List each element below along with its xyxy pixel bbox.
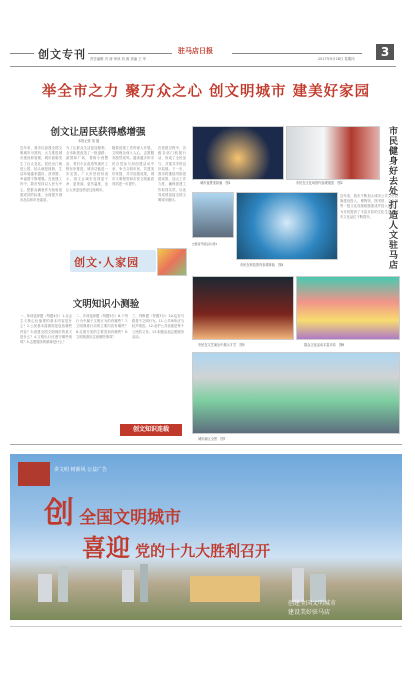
photo-7-caption [198, 436, 226, 441]
article-byline: 本报记者 刘 磊 [78, 139, 100, 143]
ad-skyline [10, 562, 402, 602]
photo-city-aerial [192, 352, 400, 434]
building [190, 576, 260, 602]
photo-2-tag: 图2 [337, 181, 343, 185]
photo-volunteers [192, 192, 234, 238]
header-sub-left: 责任编辑 冯 涛 审读 刘 源 美编 王 军 [90, 57, 147, 61]
chuangwen-label [70, 250, 156, 272]
ad-stamp [18, 462, 50, 486]
photo-3-caption-text: 志愿者开展活动 [192, 242, 212, 246]
header-rule-left [10, 53, 34, 54]
photo-science-museum [236, 192, 338, 260]
photo-exhibition [286, 126, 380, 180]
photo-2-caption-text: 市民在文化场馆内参观展览 [296, 181, 335, 185]
quiz-col-2: 二、多项选择题（每题5分）6.下列行为中属于文明行为的有哪些？7.文明餐桌行动的主要内容有哪些？8.垃圾分类的主要类别有哪些？9.文明旅游应注意哪些事项？ [76, 314, 128, 339]
quiz-col-1: 一、单项选择题（每题4分）1.社会主义核心价值观的基本内容是什么？2.公民基本道德规范包括哪些内容？3.创建全国文明城市的意义是什么？4.文明出行应遵守哪些规则？5.志愿服务的精神是什么？ [20, 314, 72, 345]
page-header [0, 44, 415, 64]
ad-line-2-rest: 党的十九大胜利召开 [135, 542, 271, 560]
ad-banner [10, 454, 402, 620]
photo-5-tag: 图5 [239, 343, 245, 347]
photo-3-caption [192, 242, 217, 246]
flower-photo [157, 248, 187, 276]
article-title: 创文让居民获得感增强 [50, 127, 146, 138]
building [292, 568, 304, 602]
header-divider [10, 66, 396, 67]
building [58, 566, 68, 602]
building [122, 570, 134, 602]
photo-4-caption [240, 262, 283, 267]
ad-line-1 [44, 488, 181, 532]
ad-bottom-text-2: 建设美好驻马店 [288, 609, 331, 616]
footer-rule [10, 626, 402, 627]
vertical-title: 市民健身好去处 打造人文驻马店 [387, 126, 397, 271]
photo-5-caption-text: 市民在文艺演出中展示才艺 [198, 343, 237, 347]
section-divider [10, 444, 402, 445]
photo-7-caption-text: 城市新区全景 [198, 437, 218, 441]
building [38, 574, 52, 602]
photo-performers [192, 276, 294, 340]
photo-4-tag: 图4 [278, 263, 284, 267]
quiz-tag: 创文知识连载 [120, 424, 182, 436]
ad-bottom-text-1: 创建全国文明城市 [288, 600, 337, 607]
header-date: 2017年9月28日 星期四 [318, 57, 355, 61]
quiz-col-3: 三、判断题（每题3分）10.乱穿马路是不文明行为。11.公共场所应当轻声细语。12.爱护公共设施是每个公民的义务。13.积极参加志愿服务活动。 [132, 314, 184, 339]
banner-headline: 举全市之力 聚万众之心 创文明城市 建美好家园 [41, 84, 371, 100]
article-col-2: 为了让群众生活更加便利，全市新建改造了一批道路、游园和广场，背街小巷整治、老旧小区改造等惠民工程有序推进，城市功能进一步完善。广大市民纷纷表示，创文让城市变得更干净、更美丽、更有温度，也让大家更加热爱这座城市。 [66, 146, 108, 192]
ad-line-1-rest: 全国文明城市 [79, 508, 182, 528]
chuangwen-label-text: 创文·人家园 [74, 256, 140, 269]
quiz-title: 文明知识小测验 [72, 299, 140, 310]
photo-1-caption-text: 城市夜景美如画 [200, 181, 223, 185]
article-col-4: 在创建过程中，各级各部门积极行动，形成了全民参与、共建共享的良好局面。下一步，我市将继续巩固创建成果，加大工作力度，确保创建工作取得实效，以优异成绩迎接全国文明城市测评。 [158, 146, 186, 203]
masthead-logo: 驻马店日报 [178, 46, 213, 55]
article-col-3: 随着创建工作的深入开展，文明理念深入人心，志愿服务蔚然成风。越来越多的市民自觉参与到创建活动中来，争当文明市民，共建美好家园，共享创建成果，城市文明程度和市民文明素质得到进一步提升。 [112, 146, 154, 187]
ad-line-1-big: 创 [44, 496, 74, 531]
photo-1-caption [200, 180, 231, 185]
photo-4-caption-text: 市民在科技馆内参观体验 [240, 263, 276, 267]
section-title: 创文专刊 [38, 48, 86, 61]
photo-night-city [192, 126, 284, 180]
ad-line-2 [82, 528, 270, 563]
header-rule-right [232, 53, 362, 54]
photo-3-tag: 图3 [212, 242, 218, 246]
article-col-1: 近年来，我市以创建全国文明城市为契机，大力推进城市建设和管理，城市面貌发生了巨大变化。居民出门就是公园，抬头就是绿荫，生活环境越来越好，获得感、幸福感不断增强。在创建工作中，我市坚持以人民为中心，把群众满意作为检验创建成效的标准，全面提升城市品位和市民素质。 [20, 146, 62, 203]
photo-5-caption [198, 342, 245, 347]
building [140, 564, 148, 602]
photo-6-tag: 图6 [339, 343, 345, 347]
page-number: 3 [376, 44, 394, 60]
photo-6-caption-text: 群众文化活动丰富多彩 [304, 343, 336, 347]
photo-mass-dance [296, 276, 400, 340]
photo-7-tag: 图7 [220, 437, 226, 441]
vertical-body: 近年来，我市不断加大城市公共文化设施建设投入，博物馆、图书馆、文化馆等一批文化设施相继建成并投入使用，为市民提供了丰富多彩的文化生活，城市文化品位不断提升。 [340, 194, 398, 219]
header-rule-mid [88, 53, 172, 54]
photo-2-caption [296, 180, 343, 185]
photo-1-tag: 图1 [225, 181, 231, 185]
photo-6-caption [304, 342, 344, 347]
ad-small-text: 讲文明 树新风 公益广告 [54, 467, 108, 473]
ad-line-2-big: 喜迎 [82, 533, 130, 562]
